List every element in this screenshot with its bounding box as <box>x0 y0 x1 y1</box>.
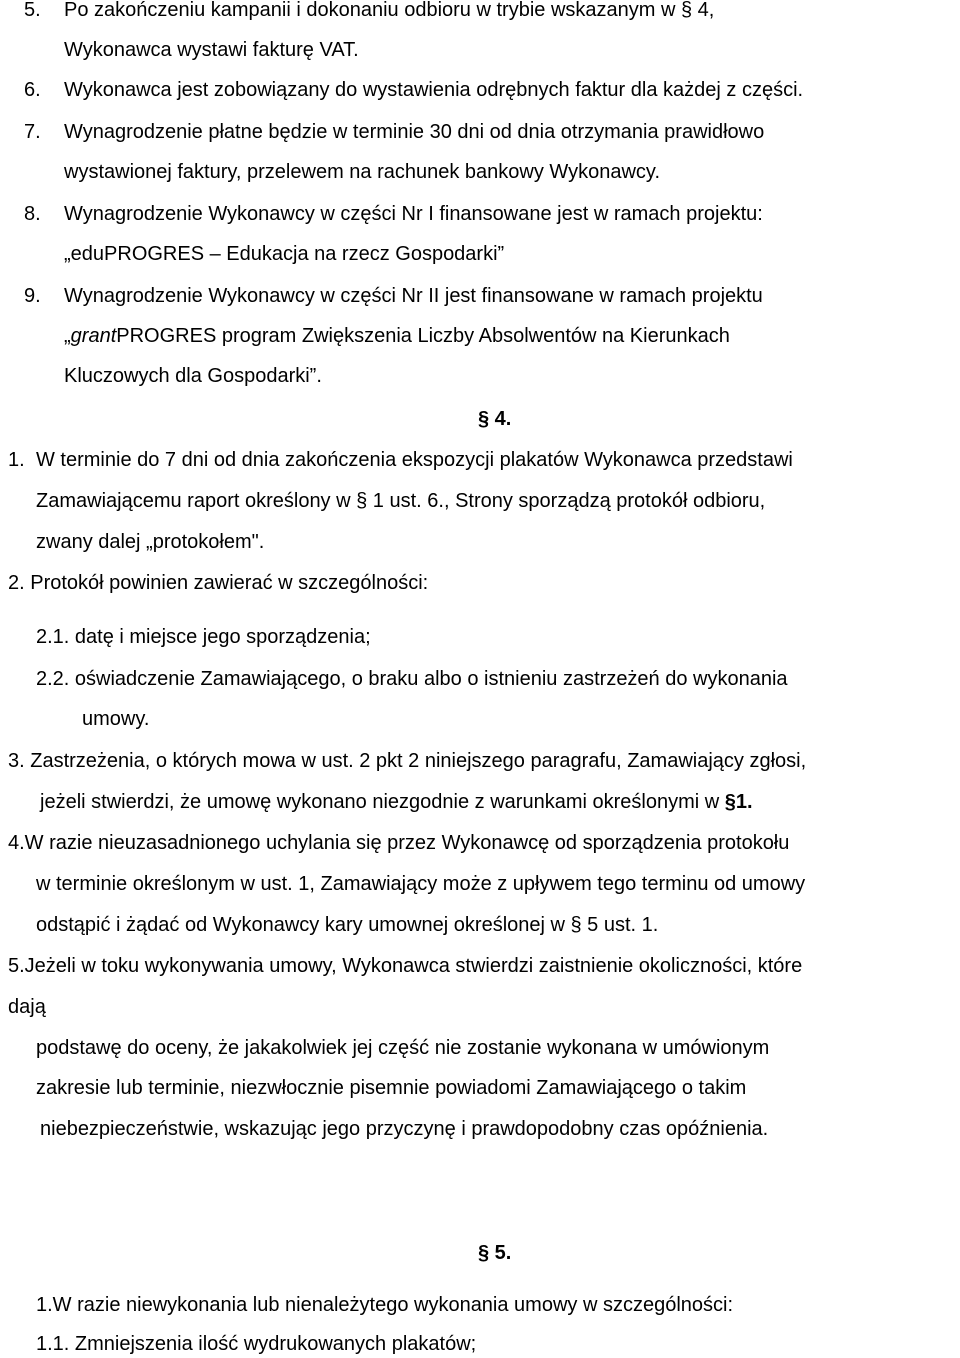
item-number: 1. <box>8 449 25 471</box>
s4-p5-line-3: podstawę do oceny, że jakakolwiek jej część nie zostanie wykonana w umówionym <box>36 1037 770 1059</box>
italic-word: grant <box>70 325 117 347</box>
item-number: 6. <box>24 79 41 101</box>
item-number: 7. <box>24 121 41 143</box>
s4-p2-2-line-1: 2.2. oświadczenie Zamawiającego, o braku albo o istnieniu zastrzeżeń do wykonania <box>36 668 788 690</box>
s4-p4-line-1: 4.W razie nieuzasadnionego uchylania się przez Wykonawcę od sporządzenia protokołu <box>8 832 790 854</box>
item-6-line-1: Wykonawca jest zobowiązany do wystawienia odrębnych faktur dla każdej z części. <box>64 79 804 101</box>
s4-p3-line-1: 3. Zastrzeżenia, o których mowa w ust. 2 pkt 2 niniejszego paragrafu, Zamawiający zgłosi, <box>8 750 807 772</box>
item-7-line-1: Wynagrodzenie płatne będzie w terminie 30 dni od dnia otrzymania prawidłowo <box>64 121 765 143</box>
item-9-line-1: Wynagrodzenie Wykonawcy w części Nr II jest finansowane w ramach projektu <box>64 285 763 307</box>
s4-p5-line-5: niebezpieczeństwie, wskazując jego przyczynę i prawdopodobny czas opóźnienia. <box>40 1118 769 1140</box>
item-9-line-3: Kluczowych dla Gospodarki”. <box>64 365 322 387</box>
item-number: 9. <box>24 285 41 307</box>
section-heading-4: § 4. <box>478 408 512 430</box>
s4-p1-line-1: W terminie do 7 dni od dnia zakończenia ekspozycji plakatów Wykonawca przedstawi <box>36 449 793 471</box>
s4-p4-line-2: w terminie określonym w ust. 1, Zamawiający może z upływem tego terminu od umowy <box>36 873 806 895</box>
item-8-line-2: „eduPROGRES – Edukacja na rzecz Gospodarki” <box>64 243 505 265</box>
item-5-line-2: Wykonawca wystawi fakturę VAT. <box>64 39 359 61</box>
s4-p2-1: 2.1. datę i miejsce jego sporządzenia; <box>36 626 371 648</box>
item-9-line-2 <box>64 323 730 349</box>
s4-p2: 2. Protokół powinien zawierać w szczególności: <box>8 572 429 594</box>
s4-p2-2-line-2: umowy. <box>82 708 150 730</box>
s4-p4-line-3: odstąpić i żądać od Wykonawcy kary umownej określonej w § 5 ust. 1. <box>36 914 659 936</box>
item-7-line-2: wystawionej faktury, przelewem na rachunek bankowy Wykonawcy. <box>64 161 660 183</box>
item-number: 5. <box>24 0 41 21</box>
s4-p5-line-4: zakresie lub terminie, niezwłocznie pisemnie powiadomi Zamawiającego o takim <box>36 1077 747 1099</box>
s4-p5-line-2: dają <box>8 996 46 1018</box>
paragraph-reference: §1. <box>724 791 753 813</box>
s4-p1-line-3: zwany dalej „protokołem". <box>36 531 265 553</box>
s5-p1-1: 1.1. Zmniejszenia ilość wydrukowanych plakatów; <box>36 1333 477 1355</box>
s4-p5-line-1: 5.Jeżeli w toku wykonywania umowy, Wykonawca stwierdzi zaistnienie okoliczności, które <box>8 955 803 977</box>
s5-p1: 1.W razie niewykonania lub nienależytego wykonania umowy w szczególności: <box>36 1294 734 1316</box>
s4-p1-line-2: Zamawiającemu raport określony w § 1 ust. 6., Strony sporządzą protokół odbioru, <box>36 490 766 512</box>
quote-mark: „ <box>64 325 71 347</box>
item-9-line-2-rest: PROGRES program Zwiększenia Liczby Absolwentów na Kierunkach <box>116 325 730 347</box>
item-8-line-1: Wynagrodzenie Wykonawcy w części Nr I finansowane jest w ramach projektu: <box>64 203 763 225</box>
item-number: 8. <box>24 203 41 225</box>
item-5-line-1: Po zakończeniu kampanii i dokonaniu odbioru w trybie wskazanym w § 4, <box>64 0 715 21</box>
section-heading-5: § 5. <box>478 1242 512 1264</box>
s4-p3-line-2-text: jeżeli stwierdzi, że umowę wykonano niezgodnie z warunkami określonymi w <box>40 791 725 813</box>
s4-p3-line-2 <box>40 789 753 815</box>
